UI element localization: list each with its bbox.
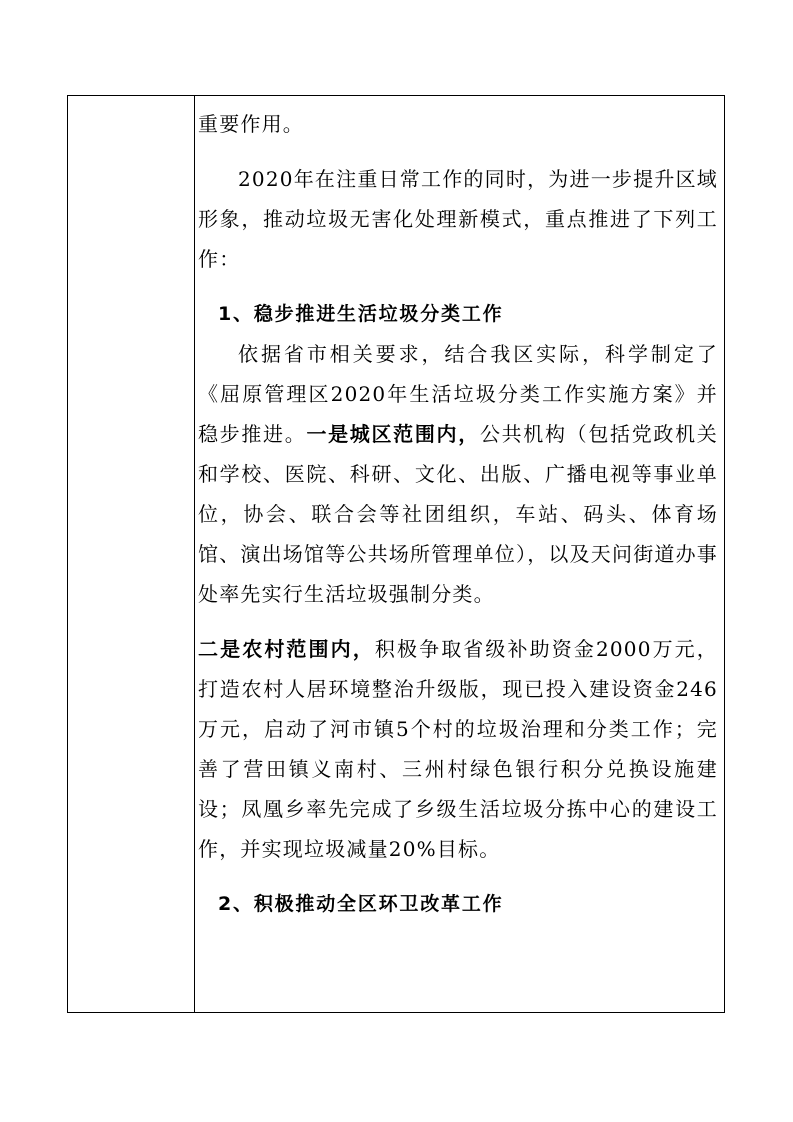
section-heading-2: 2、积极推动全区环卫改革工作	[218, 893, 504, 915]
basis-text: 依据省市相关要求，结合我区实际，科学制定了《屈原管理区2020年生活垃圾分类工作实施方案》并稳步推进。	[198, 342, 718, 446]
section-heading-1: 1、稳步推进生活垃圾分类工作	[218, 303, 504, 325]
rural-lead-text: 二是农村范围内，	[198, 637, 375, 661]
continuation-paragraph: 重要作用。	[198, 112, 304, 136]
intro-paragraph: 2020年在注重日常工作的同时，为进一步提升区域形象，推动垃圾无害化处理新模式，重点推进了下列工作：	[198, 167, 718, 271]
column-divider	[194, 95, 195, 1013]
rural-paragraph	[198, 629, 718, 869]
rural-body-text: 积极争取省级补助资金2000万元，打造农村人居环境整治升级版，现已投入建设资金246万元，启动了河市镇5个村的垃圾治理和分类工作；完善了营田镇义南村、三州村绿色银行积分兑换设施建设；凤凰乡率先完成了乡级生活垃圾分拣中心的建设工作，并实现垃圾减量20%目标。	[198, 637, 718, 861]
content-cell	[198, 104, 718, 924]
urban-lead-text: 一是城区范围内，	[306, 422, 480, 446]
basis-paragraph	[198, 334, 718, 614]
urban-body-text: 公共机构（包括党政机关和学校、医院、科研、文化、出版、广播电视等事业单位，协会、联合会等社团组织，车站、码头、体育场馆、演出场馆等公共场所管理单位），以及天问街道办事处率先实行生活垃圾强制分类。	[198, 422, 719, 606]
label-cell-empty	[68, 96, 194, 1012]
